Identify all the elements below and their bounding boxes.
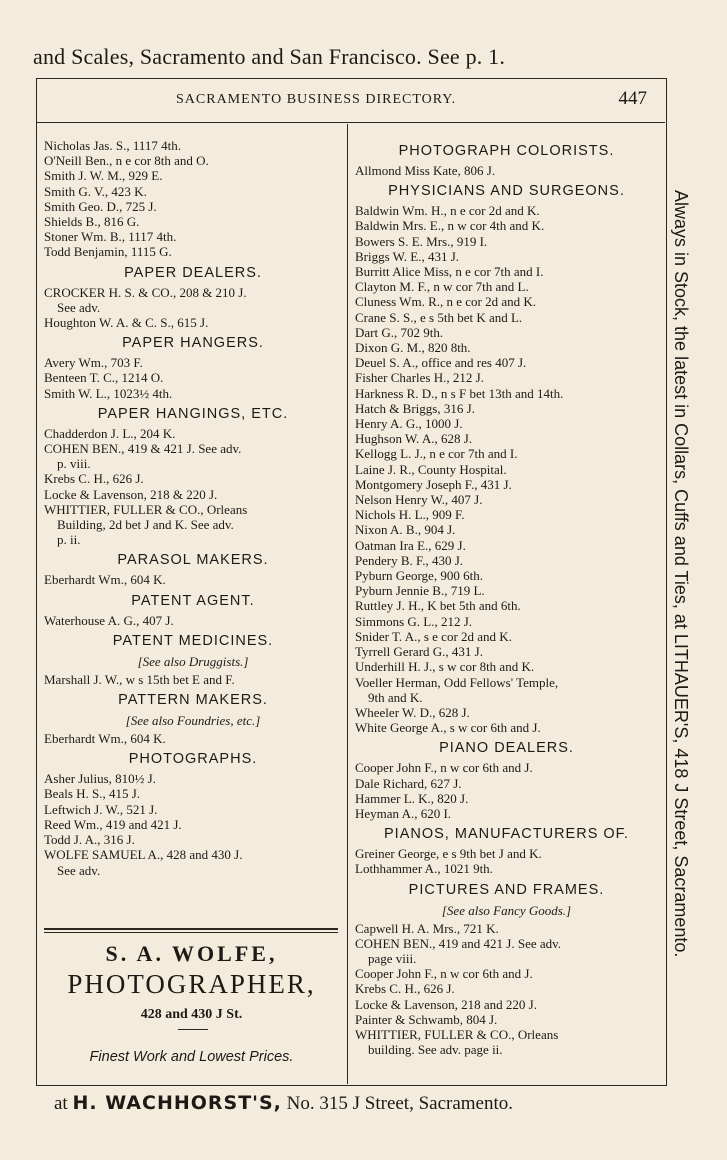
section-heading: PATTERN MAKERS.: [118, 692, 268, 709]
ad-address: 428 and 430 J St.: [140, 1007, 243, 1022]
directory-entry: Waterhouse A. G., 407 J.: [44, 612, 174, 628]
directory-entry: Beals H. S., 415 J.: [44, 786, 141, 802]
directory-entry: Fisher Charles H., 212 J.: [355, 370, 484, 386]
directory-entry: Hatch & Briggs, 316 J.: [355, 400, 475, 416]
directory-entry: Capwell H. A. Mrs., 721 K.: [355, 920, 499, 936]
directory-entry: Smith J. W. M., 929 E.: [44, 168, 163, 184]
directory-entry: Marshall J. W., w s 15th bet E and F.: [44, 671, 235, 687]
directory-entry: Laine J. R., County Hospital.: [355, 461, 507, 477]
directory-entry: Kellogg L. J., n e cor 7th and I.: [355, 446, 518, 462]
section-heading: PHYSICIANS AND SURGEONS.: [388, 183, 625, 200]
directory-entry: Deuel S. A., office and res 407 J.: [355, 355, 527, 371]
entry-continuation: See adv.: [57, 299, 101, 315]
entry-continuation: page viii.: [368, 950, 417, 966]
directory-entry: Leftwich J. W., 521 J.: [44, 801, 158, 817]
directory-entry: Krebs C. H., 626 J.: [355, 981, 455, 997]
ad-divider: [44, 932, 338, 933]
section-heading: PAPER DEALERS.: [124, 264, 262, 281]
directory-entry: Smith Geo. D., 725 J.: [44, 198, 157, 214]
directory-entry: Wheeler W. D., 628 J.: [355, 704, 470, 720]
directory-entry: Allmond Miss Kate, 806 J.: [355, 163, 496, 178]
bottom-banner-prefix: at: [54, 1093, 73, 1114]
bottom-banner: [54, 1092, 674, 1115]
page-number: 447: [618, 88, 647, 109]
section-heading: PAPER HANGERS.: [122, 335, 264, 352]
directory-entry: Hammer L. K., 820 J.: [355, 790, 469, 806]
directory-entry: Harkness R. D., n s F bet 13th and 14th.: [355, 385, 564, 401]
directory-entry: Pyburn Jennie B., 719 L.: [355, 583, 485, 599]
directory-entry: Nixon A. B., 904 J.: [355, 522, 456, 538]
directory-entry: Dale Richard, 627 J.: [355, 775, 462, 791]
right-column: [355, 138, 658, 1057]
directory-entry: Nichols H. L., 909 F.: [355, 507, 465, 523]
directory-entry: Burritt Alice Miss, n e cor 7th and I.: [355, 264, 544, 280]
entry-continuation: p. viii.: [57, 456, 91, 472]
directory-entry: Heyman A., 620 I.: [355, 805, 452, 821]
cross-reference-note: [See also Fancy Goods.]: [441, 902, 572, 918]
side-banner: Always in Stock, the latest in Collars, Cuffs and Ties, at LITHAUER'S, 418 J Street, Sacramento.: [671, 190, 691, 958]
ad-divider: [44, 928, 338, 930]
page-header: [36, 88, 665, 114]
page-title: SACRAMENTO BUSINESS DIRECTORY.: [176, 92, 457, 107]
directory-entry: WHITTIER, FULLER & CO., Orleans: [355, 1026, 559, 1042]
entry-continuation: 9th and K.: [368, 689, 423, 705]
directory-entry: Stoner Wm. B., 1117 4th.: [44, 229, 177, 245]
directory-entry: White George A., s w cor 6th and J.: [355, 720, 541, 736]
directory-entry: Simmons G. L., 212 J.: [355, 613, 473, 629]
directory-entry: Painter & Schwamb, 804 J.: [355, 1011, 498, 1027]
ad-name: S. A. WOLFE,: [105, 941, 278, 966]
section-heading: PHOTOGRAPH COLORISTS.: [398, 143, 615, 159]
left-column: [44, 138, 342, 878]
directory-entry: Cooper John F., n w cor 6th and J.: [355, 966, 533, 982]
directory-entry: Nicholas Jas. S., 1117 4th.: [44, 138, 181, 153]
entry-continuation: Building, 2d bet J and K. See adv.: [57, 517, 234, 533]
section-heading: PATENT MEDICINES.: [112, 632, 274, 649]
directory-entry: Baldwin Mrs. E., n w cor 4th and K.: [355, 218, 545, 234]
directory-entry: Nelson Henry W., 407 J.: [355, 492, 483, 508]
directory-entry: Smith W. L., 1023½ 4th.: [44, 385, 173, 401]
directory-entry: Dart G., 702 9th.: [355, 324, 444, 340]
top-banner: and Scales, Sacramento and San Francisco. See p. 1.: [33, 44, 506, 69]
ad-divider: [178, 1029, 208, 1030]
cross-reference-note: [See also Druggists.]: [137, 653, 249, 669]
directory-entry: Baldwin Wm. H., n e cor 2d and K.: [355, 203, 540, 219]
directory-entry: Voeller Herman, Odd Fellows' Temple,: [355, 674, 559, 690]
entry-continuation: building. See adv. page ii.: [368, 1042, 503, 1058]
bottom-banner-rest: No. 315 J Street, Sacramento.: [281, 1093, 514, 1114]
directory-entry: Reed Wm., 419 and 421 J.: [44, 816, 182, 832]
directory-entry: Pendery B. F., 430 J.: [355, 552, 464, 568]
cross-reference-note: [See also Foundries, etc.]: [125, 713, 261, 729]
directory-entry: Clayton M. F., n w cor 7th and L.: [355, 279, 529, 295]
directory-entry: Underhill H. J., s w cor 8th and K.: [355, 659, 535, 675]
directory-entry: Todd J. A., 316 J.: [44, 832, 135, 848]
directory-entry: CROCKER H. S. & CO., 208 & 210 J.: [44, 284, 247, 300]
directory-entry: Todd Benjamin, 1115 G.: [44, 244, 172, 260]
directory-entry: O'Neill Ben., n e cor 8th and O.: [44, 153, 209, 169]
directory-entry: Benteen T. C., 1214 O.: [44, 370, 164, 386]
directory-entry: WHITTIER, FULLER & CO., Orleans: [44, 501, 248, 517]
directory-entry: COHEN BEN., 419 and 421 J. See adv.: [355, 935, 562, 951]
directory-entry: Hughson W. A., 628 J.: [355, 431, 473, 447]
directory-entry: Greiner George, e s 9th bet J and K.: [355, 846, 542, 862]
directory-entry: Ruttley J. H., K bet 5th and 6th.: [355, 598, 521, 614]
directory-entry: Smith G. V., 423 K.: [44, 183, 147, 199]
section-heading: PHOTOGRAPHS.: [128, 751, 258, 768]
section-heading: PIANOS, MANUFACTURERS OF.: [384, 826, 629, 843]
ad-title: PHOTOGRAPHER,: [67, 969, 316, 999]
header-divider: [36, 122, 665, 123]
directory-entry: Crane S. S., e s 5th bet K and L.: [355, 309, 523, 325]
directory-entry: Tyrrell Gerard G., 431 J.: [355, 644, 483, 660]
directory-entry: COHEN BEN., 419 & 421 J. See adv.: [44, 441, 242, 457]
section-heading: PICTURES AND FRAMES.: [408, 881, 605, 898]
ad-tagline: Finest Work and Lowest Prices.: [89, 1049, 294, 1065]
directory-entry: Oatman Ira E., 629 J.: [355, 537, 466, 553]
directory-entry: Houghton W. A. & C. S., 615 J.: [44, 315, 209, 331]
section-heading: PARASOL MAKERS.: [117, 552, 269, 569]
column-divider: [347, 124, 348, 1084]
directory-entry: Pyburn George, 900 6th.: [355, 568, 483, 584]
directory-entry: Cluness Wm. R., n e cor 2d and K.: [355, 294, 537, 310]
entry-continuation: p. ii.: [57, 532, 81, 548]
directory-entry: Eberhardt Wm., 604 K.: [44, 731, 166, 747]
directory-entry: Montgomery Joseph F., 431 J.: [355, 476, 512, 492]
directory-entry: Briggs W. E., 431 J.: [355, 248, 460, 264]
directory-entry: Locke & Lavenson, 218 & 220 J.: [44, 486, 218, 502]
directory-entry: Bowers S. E. Mrs., 919 I.: [355, 233, 488, 249]
directory-entry: Chadderdon J. L., 204 K.: [44, 425, 176, 441]
directory-entry: Locke & Lavenson, 218 and 220 J.: [355, 996, 537, 1012]
bottom-banner-name: H. WACHHORST'S,: [72, 1092, 282, 1114]
directory-entry: Shields B., 816 G.: [44, 214, 140, 230]
directory-entry: Henry A. G., 1000 J.: [355, 416, 463, 432]
section-heading: PIANO DEALERS.: [439, 740, 574, 757]
directory-entry: Eberhardt Wm., 604 K.: [44, 572, 166, 588]
section-heading: PATENT AGENT.: [131, 592, 255, 609]
directory-entry: Cooper John F., n w cor 6th and J.: [355, 760, 533, 776]
directory-entry: Asher Julius, 810½ J.: [44, 771, 156, 787]
directory-entry: Snider T. A., s e cor 2d and K.: [355, 628, 512, 644]
entry-continuation: See adv.: [57, 862, 101, 878]
directory-entry: WOLFE SAMUEL A., 428 and 430 J.: [44, 847, 243, 863]
directory-entry: Avery Wm., 703 F.: [44, 355, 143, 371]
directory-entry: Krebs C. H., 626 J.: [44, 471, 144, 487]
directory-entry: Lothhammer A., 1021 9th.: [355, 861, 493, 877]
wolfe-advertisement: [36, 925, 347, 1083]
directory-entry: Dixon G. M., 820 8th.: [355, 340, 471, 356]
section-heading: PAPER HANGINGS, ETC.: [97, 405, 289, 422]
